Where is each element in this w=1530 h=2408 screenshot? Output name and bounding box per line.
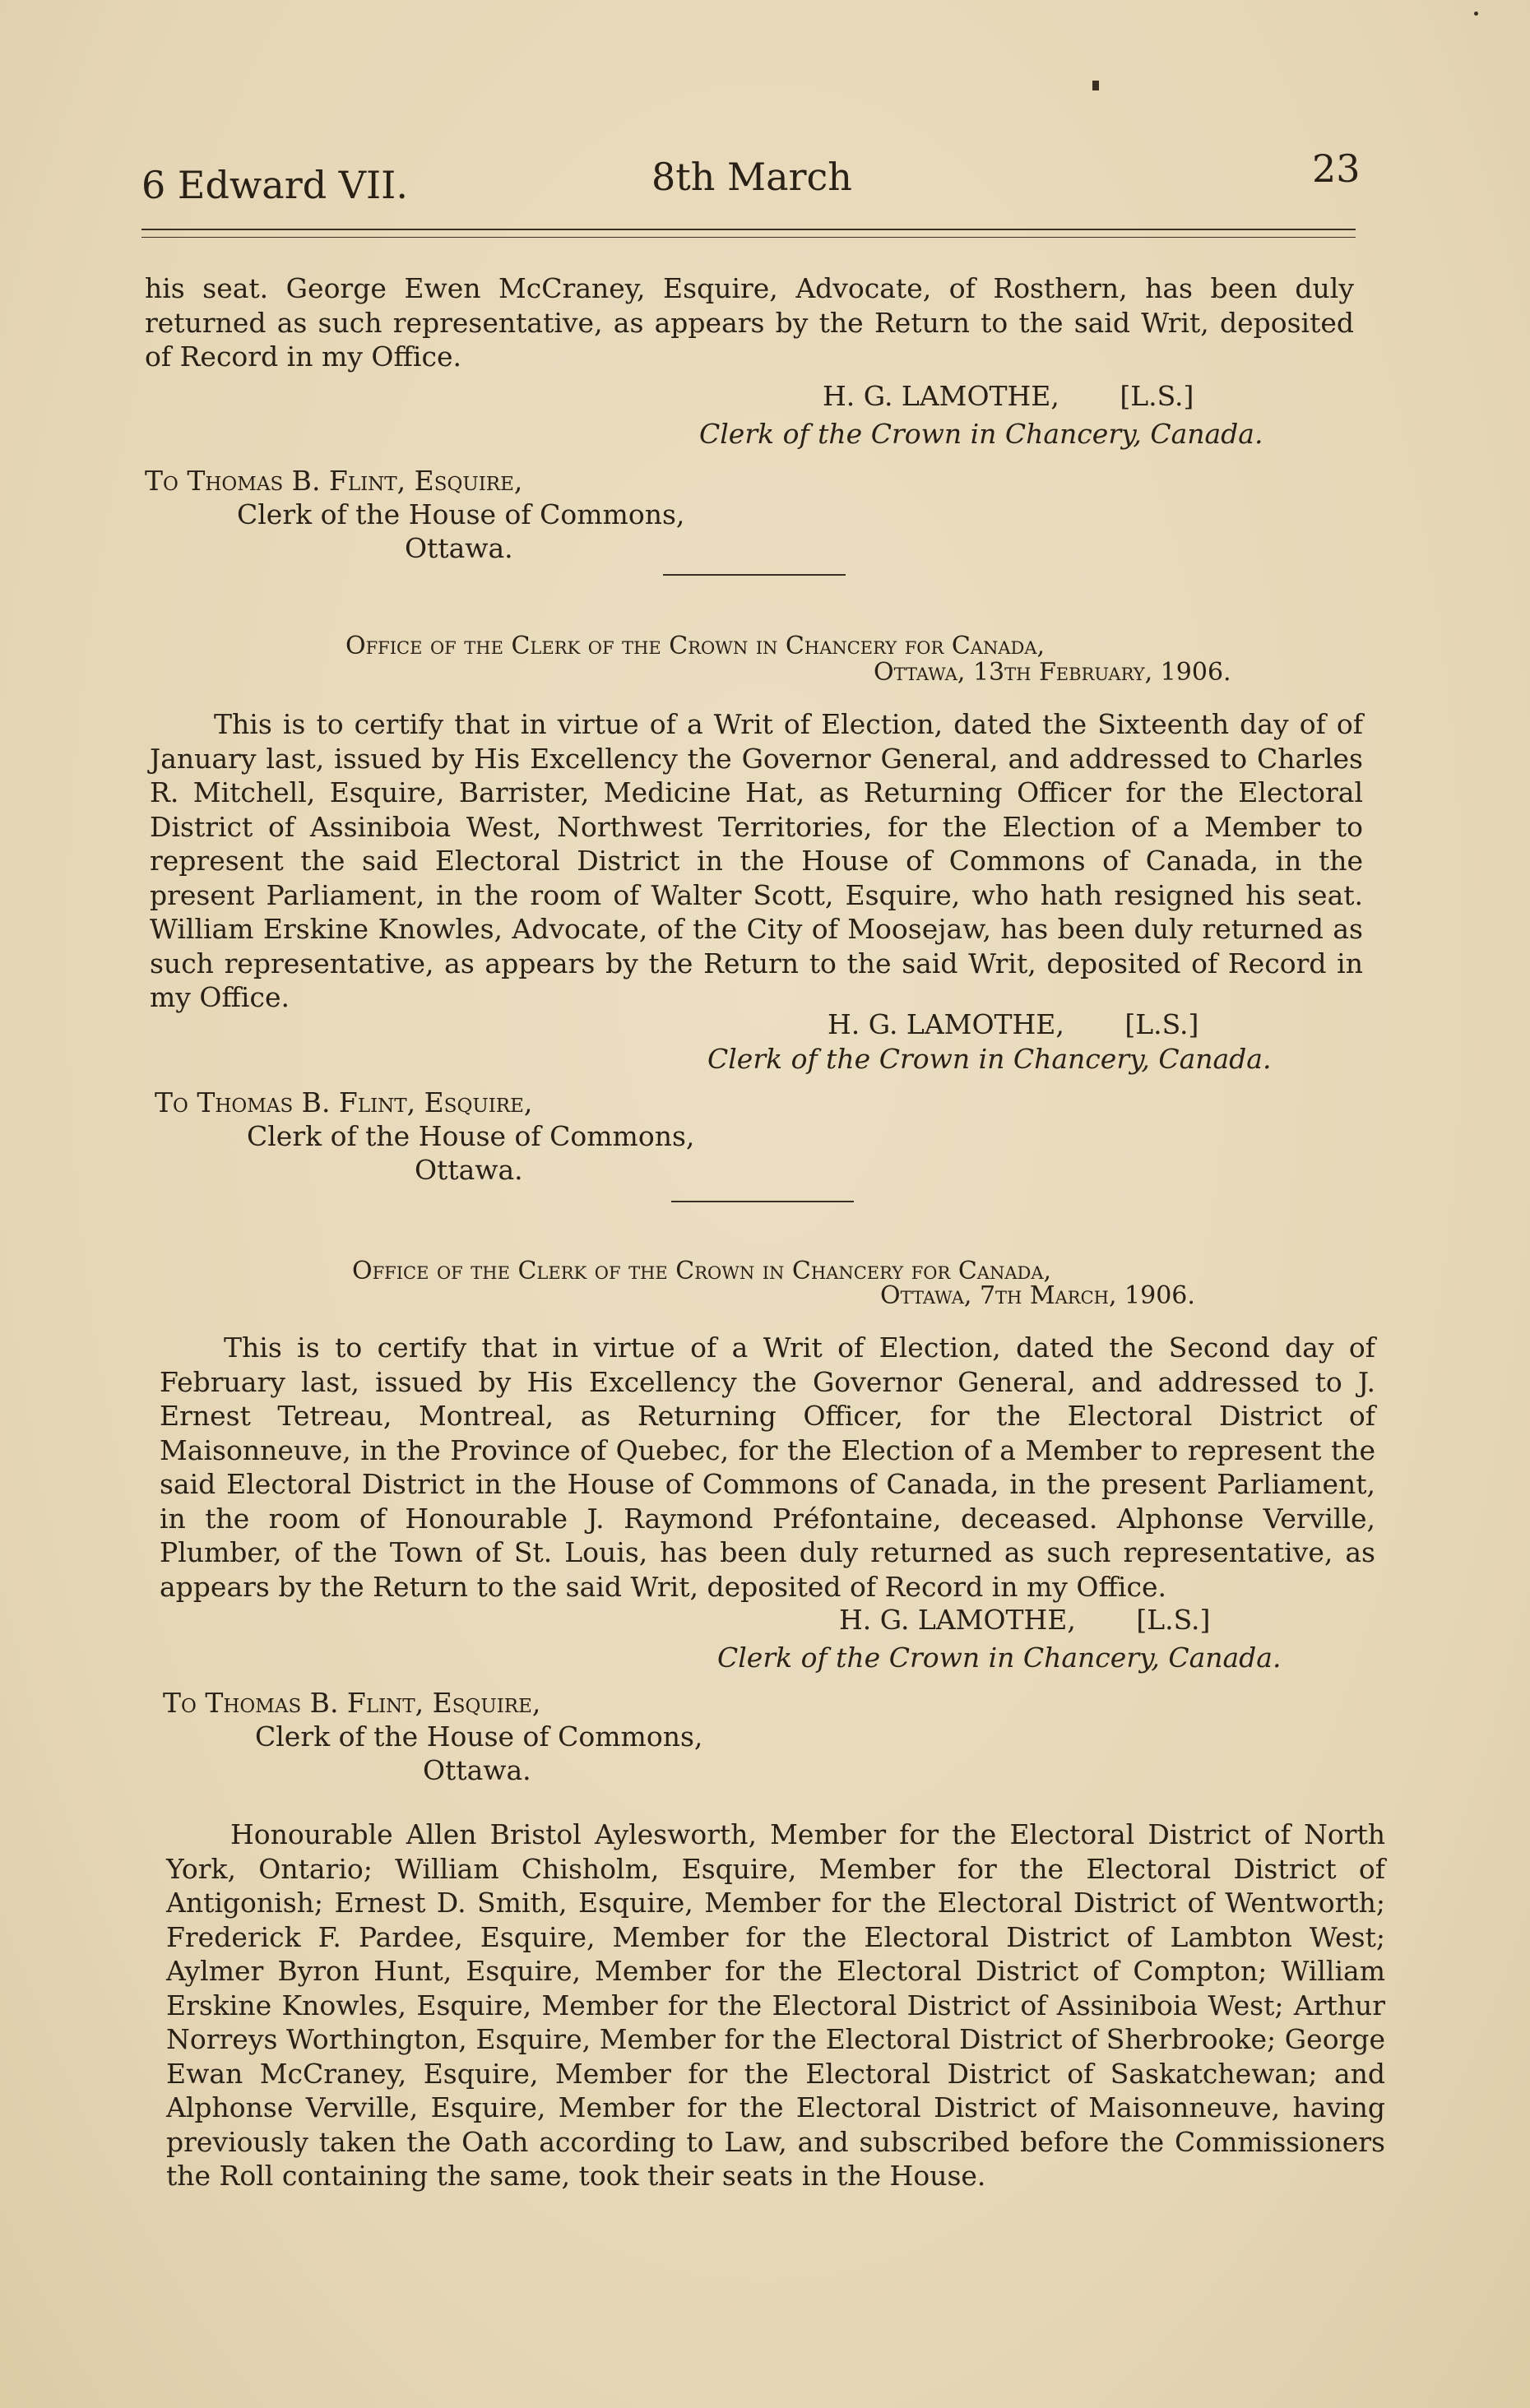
section3-certificate-paragraph: This is to certify that in virtue of a Writ of Election, dated the Second day of February last, issued by His Excellency the Governor General, and addressed to J. Ernest Tetreau, Montreal, as Returning Officer, for the Electoral District of Maisonneuve, in the Province of Quebec, for the Election of a Member to represent the said Electoral District in the House of Commons of Canada, in the present Parliament, in the room of Honourable J. Raymond Préfontaine, deceased. Alphonse Verville, Plumber, of the Town of St. Louis, has been duly returned as such representative, as appears by the Return to the said Writ, deposited of Record in my Office.	[160, 1331, 1375, 1603]
section1-clerk-title: Clerk of the Crown in Chancery, Canada.	[699, 418, 1263, 450]
section3-address-block	[163, 1686, 702, 1787]
header-date: 8th March	[651, 155, 852, 199]
section3-office-heading: Office of the Clerk of the Crown in Chancery for Canada,	[352, 1257, 1052, 1285]
section2-signature	[828, 1008, 1198, 1040]
section2-address-block	[155, 1086, 694, 1187]
header-regnal-year: 6 Edward VII.	[141, 163, 408, 207]
section1-address-block	[145, 464, 684, 565]
header-rule-top	[141, 229, 1356, 230]
section-separator	[663, 574, 846, 576]
section3-clerk-title: Clerk of the Crown in Chancery, Canada.	[717, 1642, 1282, 1674]
addressee-title: Clerk of the House of Commons,	[255, 1720, 703, 1753]
signature-name: H. G. LAMOTHE,	[823, 380, 1059, 412]
addressee-city: Ottawa.	[423, 1754, 531, 1786]
section2-certificate-paragraph: This is to certify that in virtue of a Writ of Election, dated the Sixteenth day of of January last, issued by His Excellency the Governor General, and addressed to Charles R. Mitchell, Esquire, Barrister, Medicine Hat, as Returning Officer for the Electoral District of Assiniboia West, Northwest Territories, for the Election of a Member to represent the said Electoral District in the House of Commons of Canada, in the present Parliament, in the room of Walter Scott, Esquire, who hath resigned his seat. William Erskine Knowles, Advocate, of the City of Moosejaw, has been duly returned as such representative, as appears by the Return to the said Writ, deposited of Record in my Office.	[150, 708, 1363, 1013]
addressee-line: To Thomas B. Flint, Esquire,	[163, 1687, 541, 1719]
section4-members-paragraph: Honourable Allen Bristol Aylesworth, Member for the Electoral District of North York, Ontario; William Chisholm, Esquire, Member for the Electoral District of Antigonish; Ernest D. Smith, Esquire, Member for the Electoral District of Wentworth; Frederick F. Pardee, Esquire, Member for the Electoral District of Lambton West; Aylmer Byron Hunt, Esquire, Member for the Electoral District of Compton; William Erskine Knowles, Esquire, Member for the Electoral District of Assiniboia West; Arthur Norreys Worthington, Esquire, Member for the Electoral District of Sherbrooke; George Ewan McCraney, Esquire, Member for the Electoral District of Saskatchewan; and Alphonse Verville, Esquire, Member for the Electoral District of Maisonneuve, having previously taken the Oath according to Law, and subscribed before the Commissioners the Roll containing the same, took their seats in the House.	[166, 1818, 1385, 2192]
section2-office-heading: Office of the Clerk of the Crown in Chancery for Canada,	[345, 632, 1046, 660]
addressee-line: To Thomas B. Flint, Esquire,	[155, 1086, 533, 1118]
page-number: 23	[1312, 146, 1361, 191]
section2-place-date: Ottawa, 13th February, 1906.	[874, 658, 1231, 687]
section3-signature	[839, 1604, 1210, 1636]
section2-clerk-title: Clerk of the Crown in Chancery, Canada.	[707, 1043, 1272, 1075]
addressee-title: Clerk of the House of Commons,	[247, 1120, 695, 1152]
section1-signature	[823, 380, 1194, 412]
signature-name: H. G. LAMOTHE,	[828, 1008, 1064, 1040]
addressee-title: Clerk of the House of Commons,	[237, 498, 685, 530]
section-separator	[671, 1201, 854, 1202]
ink-speck	[1092, 81, 1099, 90]
header-rule-bottom	[141, 237, 1356, 238]
ink-speck	[1474, 12, 1478, 16]
addressee-line: To Thomas B. Flint, Esquire,	[145, 465, 523, 497]
addressee-city: Ottawa.	[405, 532, 513, 564]
signature-name: H. G. LAMOTHE,	[839, 1604, 1076, 1636]
addressee-city: Ottawa.	[415, 1154, 523, 1186]
signature-seal: [L.S.]	[1124, 1008, 1199, 1040]
signature-seal: [L.S.]	[1120, 380, 1194, 412]
signature-seal: [L.S.]	[1136, 1604, 1211, 1636]
section1-continuation-paragraph: his seat. George Ewen McCraney, Esquire, Advocate, of Rosthern, has been duly returned as such representative, as appears by the Return to the said Writ, deposited of Record in my Office.	[145, 272, 1354, 373]
section3-place-date: Ottawa, 7th March, 1906.	[880, 1281, 1195, 1310]
